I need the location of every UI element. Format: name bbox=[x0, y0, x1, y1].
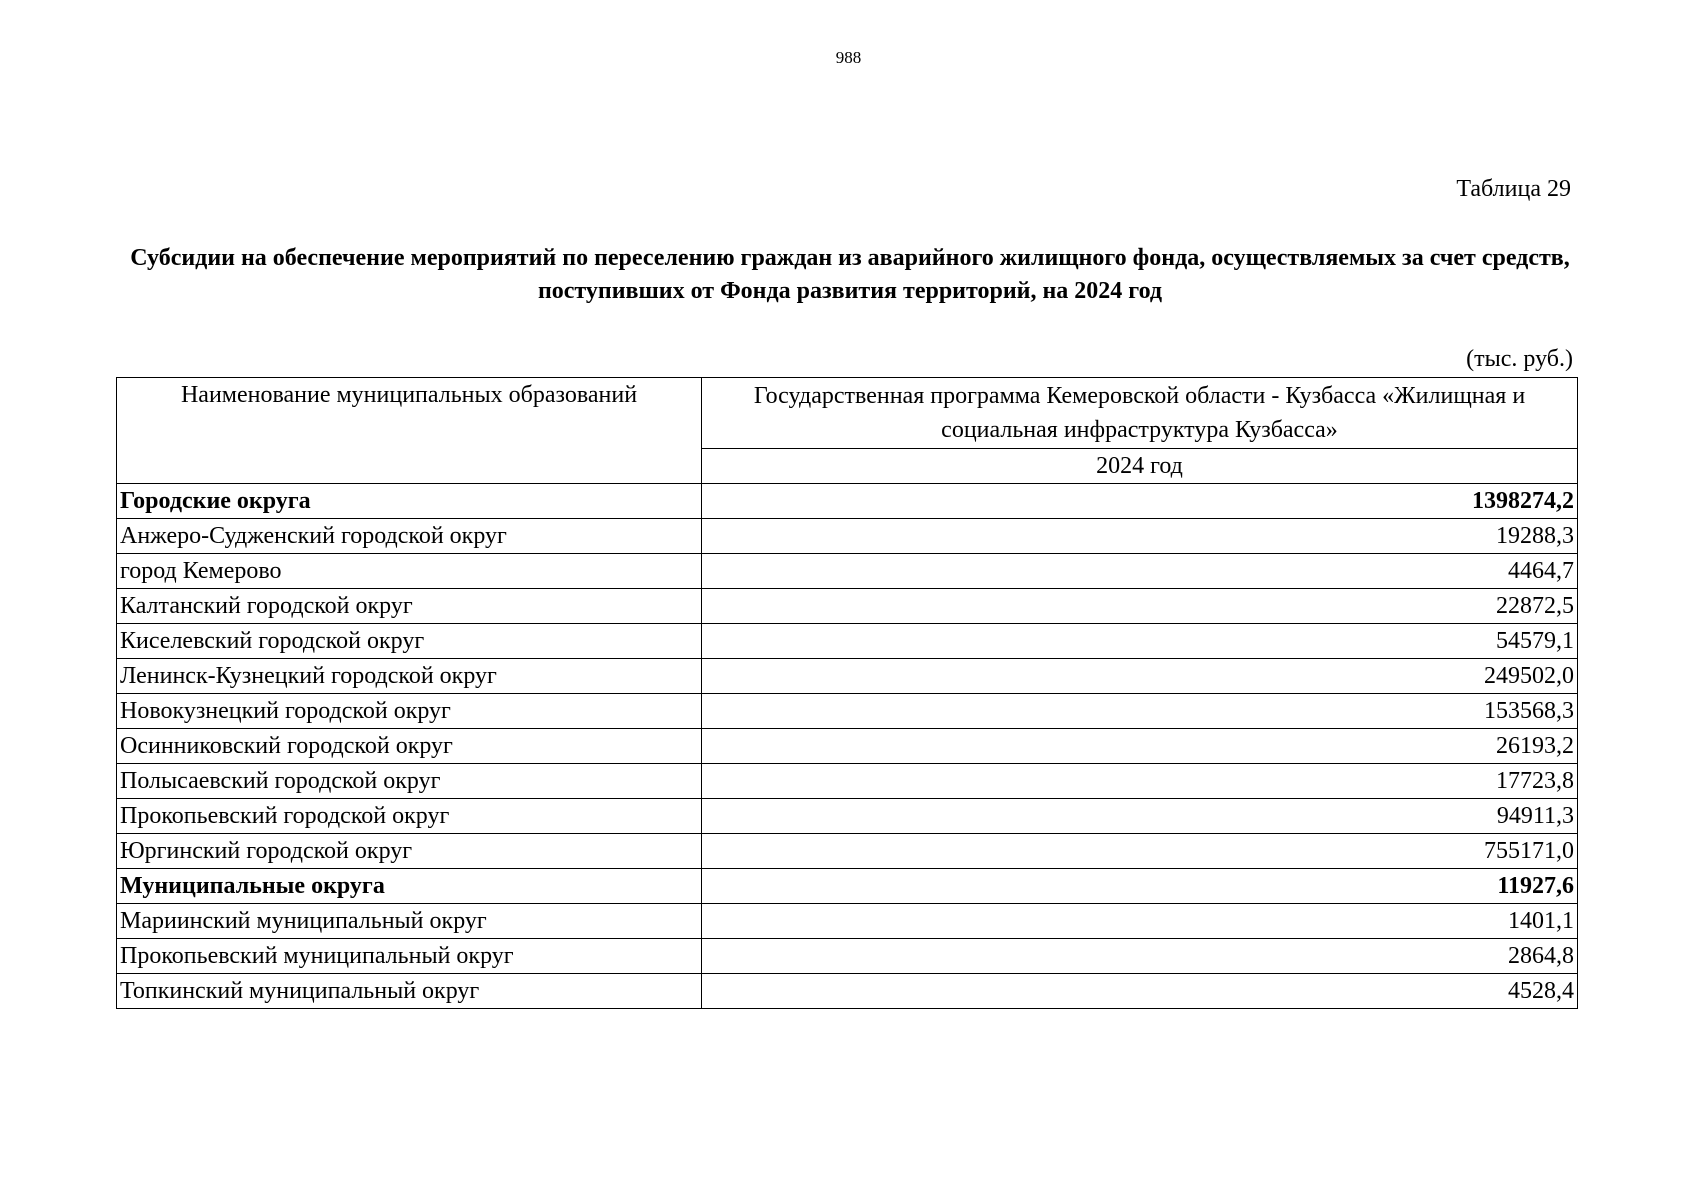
row-name: Юргинский городской округ bbox=[117, 834, 702, 869]
header-name-column: Наименование муниципальных образований bbox=[117, 378, 702, 484]
table-row-group bbox=[117, 484, 1578, 519]
row-value: 1398274,2 bbox=[702, 484, 1578, 519]
row-name: Калтанский городской округ bbox=[117, 589, 702, 624]
header-year: 2024 год bbox=[702, 449, 1578, 484]
row-name: Городские округа bbox=[117, 484, 702, 519]
row-value: 26193,2 bbox=[702, 729, 1578, 764]
row-value: 4464,7 bbox=[702, 554, 1578, 589]
row-value: 4528,4 bbox=[702, 974, 1578, 1009]
table-row bbox=[117, 694, 1578, 729]
table-row bbox=[117, 519, 1578, 554]
row-name: Мариинский муниципальный округ bbox=[117, 904, 702, 939]
row-name: Прокопьевский городской округ bbox=[117, 799, 702, 834]
header-program-column: Государственная программа Кемеровской области - Кузбасса «Жилищная и социальная инфраструктура Кузбасса» bbox=[702, 378, 1578, 449]
row-name: Муниципальные округа bbox=[117, 869, 702, 904]
row-value: 2864,8 bbox=[702, 939, 1578, 974]
row-name: Прокопьевский муниципальный округ bbox=[117, 939, 702, 974]
row-value: 11927,6 bbox=[702, 869, 1578, 904]
row-value: 54579,1 bbox=[702, 624, 1578, 659]
table-row bbox=[117, 554, 1578, 589]
table-row bbox=[117, 589, 1578, 624]
row-value: 249502,0 bbox=[702, 659, 1578, 694]
table-row bbox=[117, 799, 1578, 834]
page-number: 988 bbox=[835, 48, 862, 67]
row-name: город Кемерово bbox=[117, 554, 702, 589]
row-value: 1401,1 bbox=[702, 904, 1578, 939]
row-name: Новокузнецкий городской округ bbox=[117, 694, 702, 729]
row-name: Киселевский городской округ bbox=[117, 624, 702, 659]
row-value: 19288,3 bbox=[702, 519, 1578, 554]
table-row bbox=[117, 659, 1578, 694]
row-name: Анжеро-Судженский городской округ bbox=[117, 519, 702, 554]
table-label: Таблица 29 bbox=[1456, 176, 1571, 202]
table-row bbox=[117, 624, 1578, 659]
row-name: Полысаевский городской округ bbox=[117, 764, 702, 799]
document-title: Субсидии на обеспечение мероприятий по переселению граждан из аварийного жилищного фонда, осуществляемых за счет средств, поступивших от Фонда развития территорий, на 2024 год bbox=[130, 245, 1570, 304]
subsidy-table bbox=[116, 377, 1578, 1009]
table-row bbox=[117, 939, 1578, 974]
row-value: 153568,3 bbox=[702, 694, 1578, 729]
units-label: (тыс. руб.) bbox=[1466, 346, 1573, 372]
table-row bbox=[117, 974, 1578, 1009]
row-name: Осинниковский городской округ bbox=[117, 729, 702, 764]
table-row bbox=[117, 904, 1578, 939]
row-name: Топкинский муниципальный округ bbox=[117, 974, 702, 1009]
table-header-row bbox=[117, 378, 1578, 449]
table-row bbox=[117, 764, 1578, 799]
row-value: 22872,5 bbox=[702, 589, 1578, 624]
row-value: 94911,3 bbox=[702, 799, 1578, 834]
row-value: 755171,0 bbox=[702, 834, 1578, 869]
row-value: 17723,8 bbox=[702, 764, 1578, 799]
table-row bbox=[117, 834, 1578, 869]
row-name: Ленинск-Кузнецкий городской округ bbox=[117, 659, 702, 694]
table-row-group bbox=[117, 869, 1578, 904]
table-row bbox=[117, 729, 1578, 764]
